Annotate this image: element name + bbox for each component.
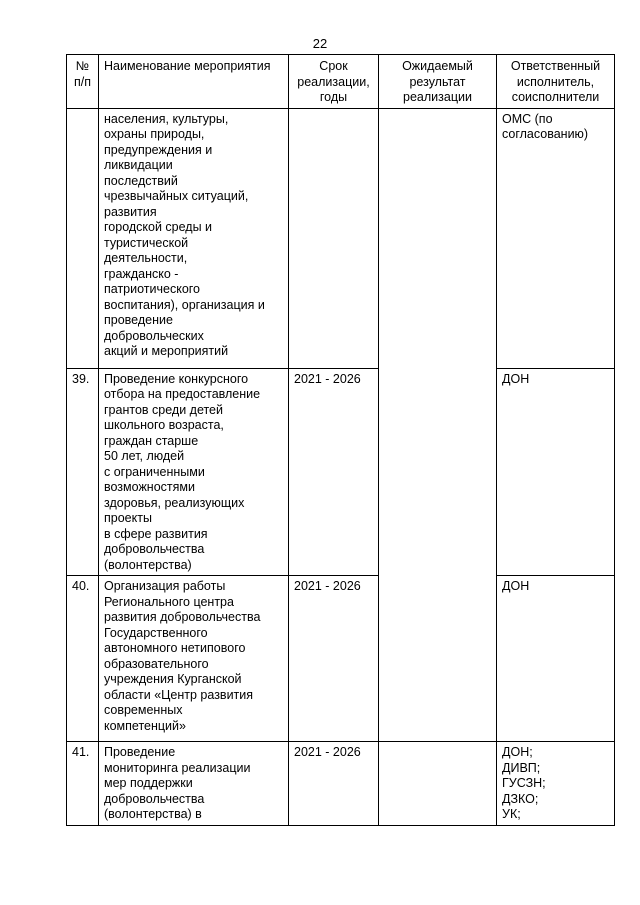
row-term: 2021 - 2026 bbox=[289, 742, 379, 826]
table-row bbox=[67, 108, 615, 368]
row-num bbox=[67, 108, 99, 368]
activities-table bbox=[66, 54, 615, 826]
row-num: 39. bbox=[67, 368, 99, 576]
row-name: Проведение конкурсного отбора на предоставление грантов среди детей школьного возраста, граждан старше 50 лет, людей с ограниченными возможностями здоровья, реализующих проекты в сфере развития добровольчества (волонтерства) bbox=[99, 368, 289, 576]
header-term: Срок реализации, годы bbox=[289, 55, 379, 109]
header-result: Ожидаемый результат реализации bbox=[379, 55, 497, 109]
row-name: Организация работы Регионального центра развития добровольчества Государственного автономного нетипового образовательного учреждения Курганской области «Центр развития современных компетенций» bbox=[99, 576, 289, 742]
header-responsible: Ответственный исполнитель, соисполнители bbox=[497, 55, 615, 109]
page-number: 22 bbox=[312, 36, 328, 51]
row-term: 2021 - 2026 bbox=[289, 576, 379, 742]
header-name: Наименование мероприятия bbox=[99, 55, 289, 109]
header-num: № п/п bbox=[67, 55, 99, 109]
row-name: Проведение мониторинга реализации мер поддержки добровольчества (волонтерства) в bbox=[99, 742, 289, 826]
table-header-row bbox=[67, 55, 615, 109]
table-row bbox=[67, 368, 615, 576]
row-result bbox=[379, 108, 497, 742]
row-responsible: ДОН bbox=[497, 368, 615, 576]
row-responsible: ДОН bbox=[497, 576, 615, 742]
row-num: 40. bbox=[67, 576, 99, 742]
row-responsible: ОМС (по согласованию) bbox=[497, 108, 615, 368]
table-row bbox=[67, 576, 615, 742]
row-name: населения, культуры, охраны природы, предупреждения и ликвидации последствий чрезвычайных ситуаций, развития городской среды и туристической деятельности, гражданско - патриотического воспитания), организация и проведение добровольческих акций и мероприятий bbox=[99, 108, 289, 368]
table-row bbox=[67, 742, 615, 826]
row-term bbox=[289, 108, 379, 368]
row-term: 2021 - 2026 bbox=[289, 368, 379, 576]
row-responsible: ДОН; ДИВП; ГУСЗН; ДЗКО; УК; bbox=[497, 742, 615, 826]
row-num: 41. bbox=[67, 742, 99, 826]
row-result bbox=[379, 742, 497, 826]
